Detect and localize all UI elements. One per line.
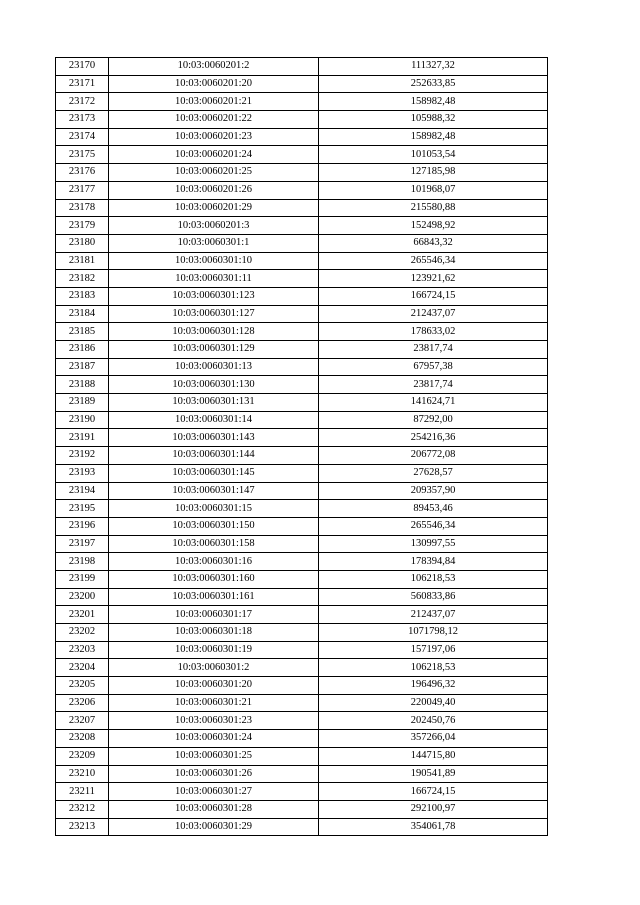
table-row <box>56 252 548 270</box>
table-row <box>56 376 548 394</box>
row-number-cell: 23185 <box>56 323 109 341</box>
row-number-cell: 23200 <box>56 588 109 606</box>
table-row <box>56 164 548 182</box>
table-row <box>56 447 548 465</box>
table-row <box>56 287 548 305</box>
row-number-cell: 23195 <box>56 500 109 518</box>
cadastral-number-cell: 10:03:0060301:15 <box>109 500 319 518</box>
table-row <box>56 58 548 76</box>
table-row <box>56 341 548 359</box>
row-number-cell: 23203 <box>56 641 109 659</box>
table-row <box>56 747 548 765</box>
value-cell: 27628,57 <box>319 464 548 482</box>
row-number-cell: 23199 <box>56 570 109 588</box>
cadastral-number-cell: 10:03:0060201:2 <box>109 58 319 76</box>
value-cell: 178633,02 <box>319 323 548 341</box>
value-cell: 144715,80 <box>319 747 548 765</box>
table-row <box>56 128 548 146</box>
row-number-cell: 23171 <box>56 75 109 93</box>
cadastral-number-cell: 10:03:0060301:143 <box>109 429 319 447</box>
table-row <box>56 199 548 217</box>
value-cell: 254216,36 <box>319 429 548 447</box>
value-cell: 354061,78 <box>319 818 548 836</box>
table-row <box>56 270 548 288</box>
cadastral-number-cell: 10:03:0060201:3 <box>109 217 319 235</box>
table-row <box>56 464 548 482</box>
row-number-cell: 23197 <box>56 535 109 553</box>
table-row <box>56 641 548 659</box>
value-cell: 66843,32 <box>319 234 548 252</box>
value-cell: 23817,74 <box>319 376 548 394</box>
table-row <box>56 659 548 677</box>
table-row <box>56 93 548 111</box>
cadastral-number-cell: 10:03:0060301:10 <box>109 252 319 270</box>
row-number-cell: 23207 <box>56 712 109 730</box>
row-number-cell: 23202 <box>56 624 109 642</box>
value-cell: 127185,98 <box>319 164 548 182</box>
cadastral-number-cell: 10:03:0060301:160 <box>109 570 319 588</box>
value-cell: 215580,88 <box>319 199 548 217</box>
value-cell: 202450,76 <box>319 712 548 730</box>
row-number-cell: 23209 <box>56 747 109 765</box>
cadastral-number-cell: 10:03:0060301:16 <box>109 553 319 571</box>
value-cell: 212437,07 <box>319 305 548 323</box>
row-number-cell: 23184 <box>56 305 109 323</box>
table-row <box>56 394 548 412</box>
table-row <box>56 305 548 323</box>
table-row <box>56 712 548 730</box>
value-cell: 265546,34 <box>319 517 548 535</box>
cadastral-number-cell: 10:03:0060301:123 <box>109 287 319 305</box>
value-cell: 141624,71 <box>319 394 548 412</box>
table-row <box>56 358 548 376</box>
row-number-cell: 23192 <box>56 447 109 465</box>
table-row <box>56 517 548 535</box>
cadastral-number-cell: 10:03:0060301:150 <box>109 517 319 535</box>
cadastral-number-cell: 10:03:0060201:26 <box>109 181 319 199</box>
table-row <box>56 75 548 93</box>
value-cell: 252633,85 <box>319 75 548 93</box>
value-cell: 89453,46 <box>319 500 548 518</box>
value-cell: 560833,86 <box>319 588 548 606</box>
cadastral-number-cell: 10:03:0060301:23 <box>109 712 319 730</box>
cadastral-number-cell: 10:03:0060301:24 <box>109 730 319 748</box>
cadastral-number-cell: 10:03:0060301:14 <box>109 411 319 429</box>
value-cell: 292100,97 <box>319 800 548 818</box>
cadastral-number-cell: 10:03:0060201:20 <box>109 75 319 93</box>
table-row <box>56 818 548 836</box>
table-row <box>56 234 548 252</box>
row-number-cell: 23194 <box>56 482 109 500</box>
cadastral-number-cell: 10:03:0060301:26 <box>109 765 319 783</box>
cadastral-number-cell: 10:03:0060301:145 <box>109 464 319 482</box>
cadastral-number-cell: 10:03:0060301:2 <box>109 659 319 677</box>
row-number-cell: 23176 <box>56 164 109 182</box>
row-number-cell: 23206 <box>56 694 109 712</box>
row-number-cell: 23189 <box>56 394 109 412</box>
row-number-cell: 23187 <box>56 358 109 376</box>
value-cell: 209357,90 <box>319 482 548 500</box>
row-number-cell: 23183 <box>56 287 109 305</box>
table-row <box>56 111 548 129</box>
value-cell: 130997,55 <box>319 535 548 553</box>
table-row <box>56 800 548 818</box>
row-number-cell: 23190 <box>56 411 109 429</box>
row-number-cell: 23204 <box>56 659 109 677</box>
row-number-cell: 23191 <box>56 429 109 447</box>
row-number-cell: 23186 <box>56 341 109 359</box>
row-number-cell: 23212 <box>56 800 109 818</box>
cadastral-number-cell: 10:03:0060301:131 <box>109 394 319 412</box>
value-cell: 158982,48 <box>319 93 548 111</box>
cadastral-number-cell: 10:03:0060301:20 <box>109 677 319 695</box>
table-row <box>56 570 548 588</box>
value-cell: 166724,15 <box>319 783 548 801</box>
row-number-cell: 23173 <box>56 111 109 129</box>
data-table-body <box>56 58 548 836</box>
table-row <box>56 535 548 553</box>
value-cell: 178394,84 <box>319 553 548 571</box>
table-row <box>56 730 548 748</box>
value-cell: 123921,62 <box>319 270 548 288</box>
value-cell: 152498,92 <box>319 217 548 235</box>
row-number-cell: 23179 <box>56 217 109 235</box>
row-number-cell: 23177 <box>56 181 109 199</box>
table-row <box>56 482 548 500</box>
value-cell: 196496,32 <box>319 677 548 695</box>
value-cell: 106218,53 <box>319 570 548 588</box>
row-number-cell: 23210 <box>56 765 109 783</box>
cadastral-number-cell: 10:03:0060301:29 <box>109 818 319 836</box>
value-cell: 101053,54 <box>319 146 548 164</box>
cadastral-number-cell: 10:03:0060201:25 <box>109 164 319 182</box>
row-number-cell: 23178 <box>56 199 109 217</box>
value-cell: 220049,40 <box>319 694 548 712</box>
cadastral-number-cell: 10:03:0060301:21 <box>109 694 319 712</box>
row-number-cell: 23188 <box>56 376 109 394</box>
cadastral-number-cell: 10:03:0060301:11 <box>109 270 319 288</box>
cadastral-number-cell: 10:03:0060201:21 <box>109 93 319 111</box>
value-cell: 357266,04 <box>319 730 548 748</box>
cadastral-number-cell: 10:03:0060301:13 <box>109 358 319 376</box>
row-number-cell: 23175 <box>56 146 109 164</box>
value-cell: 67957,38 <box>319 358 548 376</box>
table-row <box>56 217 548 235</box>
table-row <box>56 783 548 801</box>
table-row <box>56 323 548 341</box>
row-number-cell: 23211 <box>56 783 109 801</box>
row-number-cell: 23180 <box>56 234 109 252</box>
value-cell: 101968,07 <box>319 181 548 199</box>
row-number-cell: 23174 <box>56 128 109 146</box>
table-row <box>56 429 548 447</box>
value-cell: 1071798,12 <box>319 624 548 642</box>
table-row <box>56 677 548 695</box>
value-cell: 190541,89 <box>319 765 548 783</box>
table-row <box>56 694 548 712</box>
table-row <box>56 181 548 199</box>
value-cell: 158982,48 <box>319 128 548 146</box>
cadastral-number-cell: 10:03:0060301:28 <box>109 800 319 818</box>
cadastral-number-cell: 10:03:0060301:18 <box>109 624 319 642</box>
table-row <box>56 146 548 164</box>
cadastral-number-cell: 10:03:0060201:24 <box>109 146 319 164</box>
cadastral-number-cell: 10:03:0060301:19 <box>109 641 319 659</box>
cadastral-number-cell: 10:03:0060201:29 <box>109 199 319 217</box>
cadastral-number-cell: 10:03:0060301:147 <box>109 482 319 500</box>
row-number-cell: 23193 <box>56 464 109 482</box>
value-cell: 166724,15 <box>319 287 548 305</box>
table-row <box>56 500 548 518</box>
value-cell: 111327,32 <box>319 58 548 76</box>
row-number-cell: 23170 <box>56 58 109 76</box>
table-row <box>56 588 548 606</box>
row-number-cell: 23182 <box>56 270 109 288</box>
value-cell: 87292,00 <box>319 411 548 429</box>
value-cell: 105988,32 <box>319 111 548 129</box>
cadastral-number-cell: 10:03:0060301:128 <box>109 323 319 341</box>
value-cell: 106218,53 <box>319 659 548 677</box>
row-number-cell: 23198 <box>56 553 109 571</box>
row-number-cell: 23201 <box>56 606 109 624</box>
row-number-cell: 23172 <box>56 93 109 111</box>
cadastral-number-cell: 10:03:0060301:161 <box>109 588 319 606</box>
value-cell: 23817,74 <box>319 341 548 359</box>
table-row <box>56 765 548 783</box>
cadastral-number-cell: 10:03:0060301:27 <box>109 783 319 801</box>
value-cell: 212437,07 <box>319 606 548 624</box>
table-row <box>56 553 548 571</box>
cadastral-number-cell: 10:03:0060301:129 <box>109 341 319 359</box>
cadastral-number-cell: 10:03:0060201:23 <box>109 128 319 146</box>
cadastral-number-cell: 10:03:0060301:1 <box>109 234 319 252</box>
value-cell: 206772,08 <box>319 447 548 465</box>
cadastral-number-cell: 10:03:0060301:127 <box>109 305 319 323</box>
row-number-cell: 23205 <box>56 677 109 695</box>
row-number-cell: 23213 <box>56 818 109 836</box>
table-row <box>56 606 548 624</box>
row-number-cell: 23181 <box>56 252 109 270</box>
value-cell: 265546,34 <box>319 252 548 270</box>
cadastral-number-cell: 10:03:0060301:130 <box>109 376 319 394</box>
cadastral-number-cell: 10:03:0060301:17 <box>109 606 319 624</box>
cadastral-number-cell: 10:03:0060301:25 <box>109 747 319 765</box>
table-row <box>56 411 548 429</box>
cadastral-number-cell: 10:03:0060201:22 <box>109 111 319 129</box>
row-number-cell: 23196 <box>56 517 109 535</box>
row-number-cell: 23208 <box>56 730 109 748</box>
value-cell: 157197,06 <box>319 641 548 659</box>
cadastral-number-cell: 10:03:0060301:144 <box>109 447 319 465</box>
cadastral-number-cell: 10:03:0060301:158 <box>109 535 319 553</box>
data-table <box>55 57 548 836</box>
table-row <box>56 624 548 642</box>
